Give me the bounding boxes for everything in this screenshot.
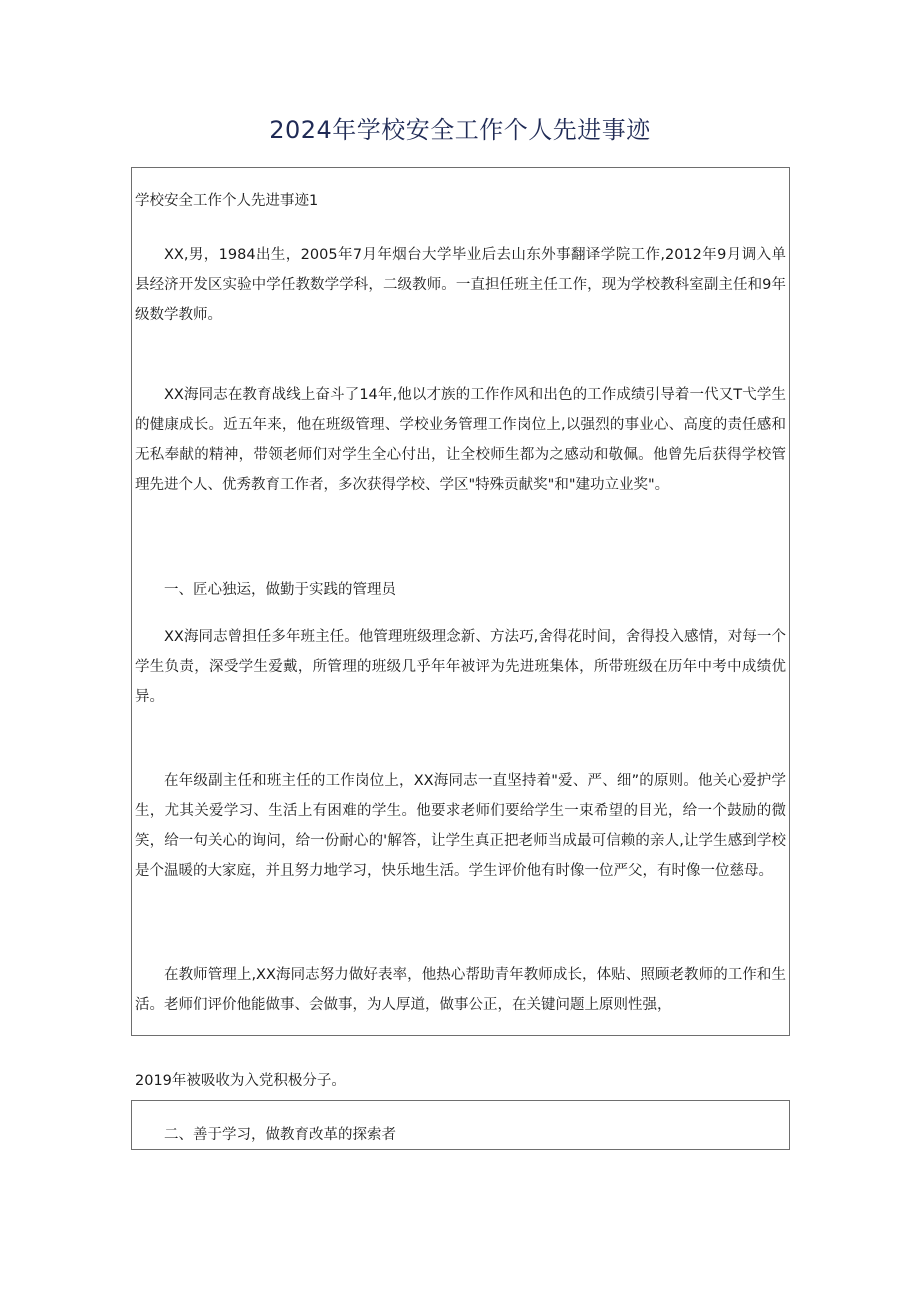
paragraph-profile: XX,男，1984出生，2005年7月年烟台大学毕业后去山东外事翻译学院工作,2012年9月调入单县经济开发区实验中学任教数学学科，二级教师。一直担任班主任工作，现为学校教科室副主任和9年级数学教师。 [135, 247, 786, 323]
paragraph-class-management: XX海同志曾担任多年班主任。他管理班级理念新、方法巧,舍得花时间，舍得投入感情，对每一个学生负责，深受学生爱戴，所管理的班级几乎年年被评为先进班集体，所带班级在历年中考中成绩优异。 [135, 629, 786, 705]
document-title: 2024年学校安全工作个人先进事迹 [269, 116, 651, 144]
section-heading-2: 二、善于学习，做教育改革的探索者 [164, 1127, 396, 1143]
paragraph-party-activist: 2019年被吸收为入党积极分子。 [135, 1073, 346, 1089]
paragraph-grade-management: 在年级副主任和班主任的工作岗位上，XX海同志一直坚持着"爱、严、细”的原则。他关心爱护学生，尤其关爱学习、生活上有困难的学生。他要求老师们要给学生一束希望的目光，给一个鼓励的微笑，给一句关心的询问，给一份耐心的'解答，让学生真正把老师当成最可信赖的亲人,让学生感到学校是个温暖的大家庭，并且努力地学习，快乐地生活。学生评价他有时像一位严父，有时像一位慈母。 [135, 773, 786, 879]
paragraph-career: XX海同志在教育战线上奋斗了14年,他以才族的工作作风和出色的工作成绩引导着一代又T弋学生的健康成长。近五年来，他在班级管理、学校业务管理工作岗位上,以强烈的事业心、高度的责任感和无私奉献的精神，带领老师们对学生全心付出，让全校师生都为之感动和敬佩。他曾先后获得学校管理先进个人、优秀教育工作者，多次获得学校、学区"特殊贡献奖"和"建功立业奖"。 [135, 387, 786, 493]
section-subtitle: 学校安全工作个人先进事迹1 [135, 193, 319, 209]
paragraph-teacher-management: 在教师管理上,XX海同志努力做好表率，他热心帮助青年教师成长，体贴、照顾老教师的工作和生活。老师们评价他能做事、会做事，为人厚道，做事公正，在关键问题上原则性强， [135, 967, 786, 1013]
section-heading-1: 一、匠心独运，做勤于实践的管理员 [164, 582, 396, 598]
